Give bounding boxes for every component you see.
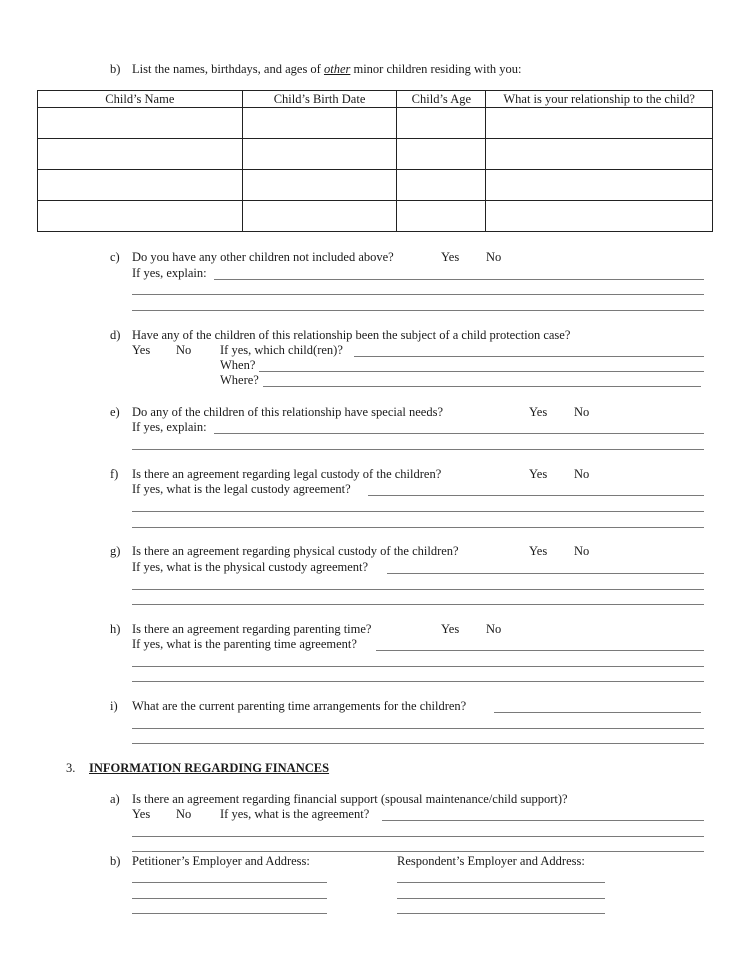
item-d-when-line[interactable] [259,371,704,372]
petitioner-employer-line-1[interactable] [132,882,327,883]
cell-relationship[interactable] [486,170,713,201]
item-g-agreement-line-2[interactable] [132,589,704,590]
item-b-text-after: minor children residing with you: [350,62,522,76]
item-f-agreement-line-1[interactable] [368,495,704,496]
table-row [38,170,713,201]
item-c-explain-line-1[interactable] [214,279,704,280]
item-c-explain-line-3[interactable] [132,310,704,311]
item-i-answer-line-3[interactable] [132,743,704,744]
table-row [38,139,713,170]
item-g-question: Is there an agreement regarding physical custody of the children? [132,544,459,558]
item-c-followup-label: If yes, explain: [132,266,207,280]
item-e-explain-line-1[interactable] [214,433,704,434]
item-f-marker: f) [110,467,119,481]
item-h-followup-label: If yes, what is the parenting time agreement? [132,637,357,651]
item-d-where-label: Where? [220,373,259,387]
item-g-no-option[interactable]: No [574,544,590,558]
item-d-question: Have any of the children of this relationship been the subject of a child protection case? [132,328,571,342]
item-h-yes-option[interactable]: Yes [441,622,460,636]
cell-child-name[interactable] [38,170,243,201]
item-f-question: Is there an agreement regarding legal custody of the children? [132,467,442,481]
cell-child-name[interactable] [38,201,243,232]
item-g-agreement-line-3[interactable] [132,604,704,605]
cell-relationship[interactable] [486,139,713,170]
item-i-marker: i) [110,699,118,713]
item-c-explain-line-2[interactable] [132,294,704,295]
item-d-when-label: When? [220,358,256,372]
item-f-no-option[interactable]: No [574,467,590,481]
item-b-text-before: List the names, birthdays, and ages of [132,62,324,76]
item-g-followup-label: If yes, what is the physical custody agreement? [132,560,369,574]
table-row [38,108,713,139]
item-c-yes-option[interactable]: Yes [441,250,460,264]
item-g-yes-option[interactable]: Yes [529,544,548,558]
cell-age[interactable] [397,170,486,201]
petitioner-employer-line-2[interactable] [132,898,327,899]
cell-relationship[interactable] [486,201,713,232]
petitioner-employer-line-3[interactable] [132,913,327,914]
item-e-marker: e) [110,405,120,419]
cell-birth-date[interactable] [242,139,397,170]
respondent-employer-line-1[interactable] [397,882,605,883]
item-e-no-option[interactable]: No [574,405,590,419]
cell-age[interactable] [397,108,486,139]
item-f-followup-label: If yes, what is the legal custody agreement? [132,482,351,496]
finances-a-marker: a) [110,792,120,806]
cell-birth-date[interactable] [242,170,397,201]
table-row [38,201,713,232]
item-e-explain-line-2[interactable] [132,449,704,450]
item-e-question: Do any of the children of this relationship have special needs? [132,405,444,419]
respondent-employer-line-2[interactable] [397,898,605,899]
item-h-agreement-line-1[interactable] [376,650,704,651]
item-i-answer-line-1[interactable] [494,712,701,713]
item-b-question [110,62,522,77]
item-f-agreement-line-2[interactable] [132,511,704,512]
other-children-table [37,90,713,232]
header-relationship: What is your relationship to the child? [486,91,713,108]
item-h-agreement-line-3[interactable] [132,681,704,682]
respondent-employer-line-3[interactable] [397,913,605,914]
item-h-no-option[interactable]: No [486,622,502,636]
item-g-marker: g) [110,544,121,558]
item-f-agreement-line-3[interactable] [132,527,704,528]
finances-a-agreement-line-2[interactable] [132,836,704,837]
item-d-which-line[interactable] [354,356,704,357]
cell-child-name[interactable] [38,139,243,170]
finances-a-followup-label: If yes, what is the agreement? [220,807,370,821]
item-h-agreement-line-2[interactable] [132,666,704,667]
cell-birth-date[interactable] [242,108,397,139]
item-d-marker: d) [110,328,121,342]
item-c-no-option[interactable]: No [486,250,502,264]
cell-relationship[interactable] [486,108,713,139]
item-i-answer-line-2[interactable] [132,728,704,729]
item-g-agreement-line-1[interactable] [387,573,704,574]
item-d-no-option[interactable]: No [176,343,192,357]
cell-age[interactable] [397,201,486,232]
header-child-age: Child’s Age [397,91,486,108]
table-header-row [38,91,713,108]
item-h-marker: h) [110,622,121,636]
item-e-followup-label: If yes, explain: [132,420,207,434]
item-c-marker: c) [110,250,120,264]
finances-a-no-option[interactable]: No [176,807,192,821]
cell-birth-date[interactable] [242,201,397,232]
item-b-emphasis: other [323,62,351,76]
item-e-yes-option[interactable]: Yes [529,405,548,419]
item-b-marker: b) [110,62,121,76]
cell-child-name[interactable] [38,108,243,139]
finances-a-question: Is there an agreement regarding financial support (spousal maintenance/child support)? [132,792,568,806]
header-child-birth-date: Child’s Birth Date [242,91,397,108]
respondent-employer-label: Respondent’s Employer and Address: [397,854,585,868]
item-h-question: Is there an agreement regarding parenting time? [132,622,372,636]
header-child-name: Child’s Name [38,91,243,108]
item-c-question: Do you have any other children not included above? [132,250,394,264]
section-3-heading: INFORMATION REGARDING FINANCES [89,761,330,775]
finances-a-agreement-line-1[interactable] [382,820,704,821]
item-d-yes-option[interactable]: Yes [132,343,151,357]
item-f-yes-option[interactable]: Yes [529,467,548,481]
finances-a-yes-option[interactable]: Yes [132,807,151,821]
item-d-where-line[interactable] [263,386,701,387]
item-i-question: What are the current parenting time arrangements for the children? [132,699,467,713]
petitioner-employer-label: Petitioner’s Employer and Address: [132,854,310,868]
cell-age[interactable] [397,139,486,170]
finances-a-agreement-line-3[interactable] [132,851,704,852]
section-3-number: 3. [66,761,76,775]
finances-b-marker: b) [110,854,121,868]
item-d-which-label: If yes, which child(ren)? [220,343,343,357]
